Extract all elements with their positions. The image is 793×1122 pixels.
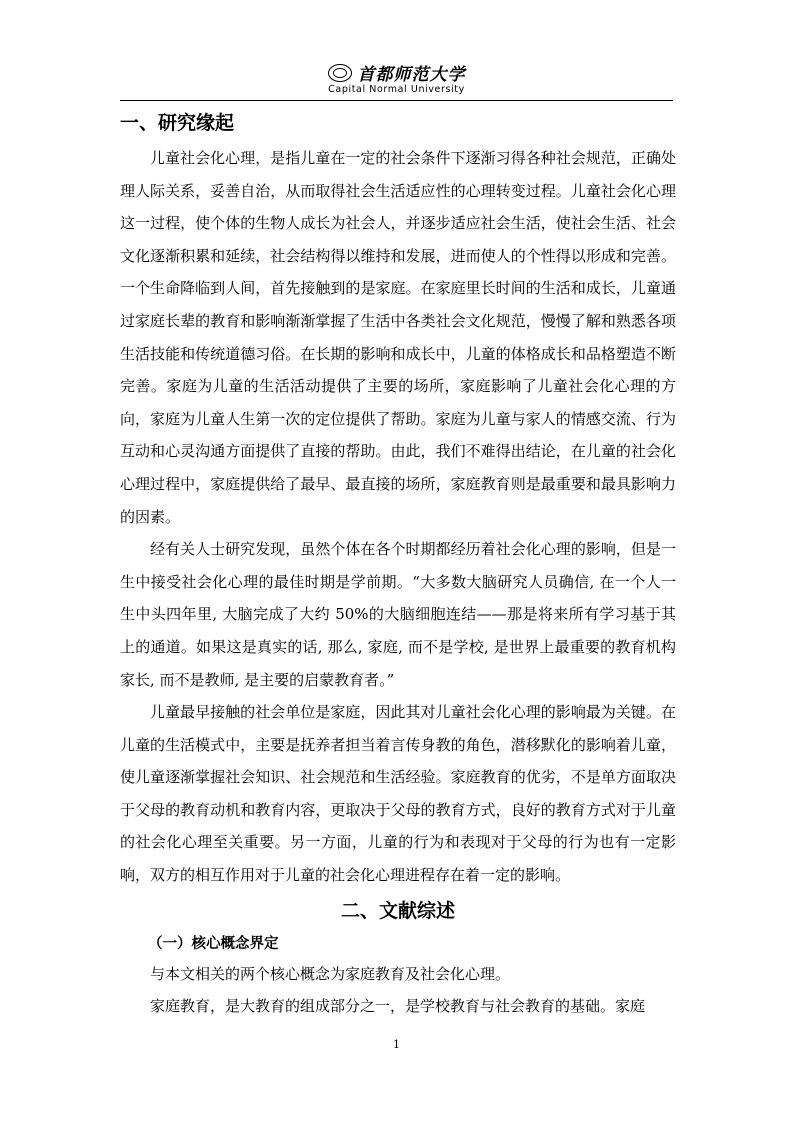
paragraph: 儿童社会化心理，是指儿童在一定的社会条件下逐渐习得各种社会规范，正确处理人际关系，妥善自治，从而取得社会生活适应性的心理转变过程。儿童社会化心理这一过程，使个体的生物人成长为社会人，并逐步适应社会生活，使社会生活、社会文化逐渐积累和延续，社会结构得以维持和发展，进而使人的个性得以形成和完善。一个生命降临到人间，首先接触到的是家庭。在家庭里长时间的生活和成长，儿童通过家庭长辈的教育和影响渐渐掌握了生活中各类社会文化规范，慢慢了解和熟悉各项生活技能和传统道德习俗。在长期的影响和成长中，儿童的体格成长和品格塑造不断完善。家庭为儿童的生活活动提供了主要的场所，家庭影响了儿童社会化心理的方向，家庭为儿童人生第一次的定位提供了帮助。家庭为儿童与家人的情感交流、行为互动和心灵沟通方面提供了直接的帮助。由此，我们不难得出结论，在儿童的社会化心理过程中，家庭提供给了最早、最直接的场所，家庭教育则是最重要和最具影响力的因素。 <box>120 149 676 526</box>
subsection-title: （一）核心概念界定 <box>148 935 279 952</box>
section-2-title: 二、文献综述 <box>340 899 455 922</box>
section-1-title: 一、研究缘起 <box>120 112 235 134</box>
paragraph: 经有关人士研究发现，虽然个体在各个时期都经历着社会化心理的影响，但是一生中接受社会化心理的最佳时期是学前期。“大多数大脑研究人员确信, 在一个人一生中头四年里, 大脑完成了大约 50%的大脑细胞连结——那是将来所有学习基于其上的通道。如果这是真实的话, 那么, 家庭, 而不是学校, 是世界上最重要的教育机构家长, 而不是教师, 是主要的启蒙教育者。” <box>120 540 676 689</box>
document-body <box>120 104 676 1023</box>
university-name-cn: 首都师范大学 <box>357 65 466 85</box>
paragraph: 儿童最早接触的社会单位是家庭，因此其对儿童社会化心理的影响最为关键。在儿童的生活模式中，主要是抚养者担当着言传身教的角色，潜移默化的影响着儿童，使儿童逐渐掌握社会知识、社会规范和生活经验。家庭教育的优劣，不是单方面取决于父母的教育动机和教育内容，更取决于父母的教育方式，良好的教育方式对于儿童的社会化心理至关重要。另一方面，儿童的行为和表现对于父母的行为也有一定影响，双方的相互作用对于儿童的社会化心理进程存在着一定的影响。 <box>120 703 676 885</box>
paragraph: 家庭教育，是大教育的组成部分之一，是学校教育与社会教育的基础。家庭 <box>150 997 646 1016</box>
university-logo <box>120 60 673 85</box>
paragraph: 与本文相关的两个核心概念为家庭教育及社会化心理。 <box>150 964 511 983</box>
university-name-en: Capital Normal University <box>328 84 465 95</box>
page-header <box>120 58 673 101</box>
university-seal-icon <box>328 64 352 82</box>
page-number: 1 <box>393 1038 400 1051</box>
